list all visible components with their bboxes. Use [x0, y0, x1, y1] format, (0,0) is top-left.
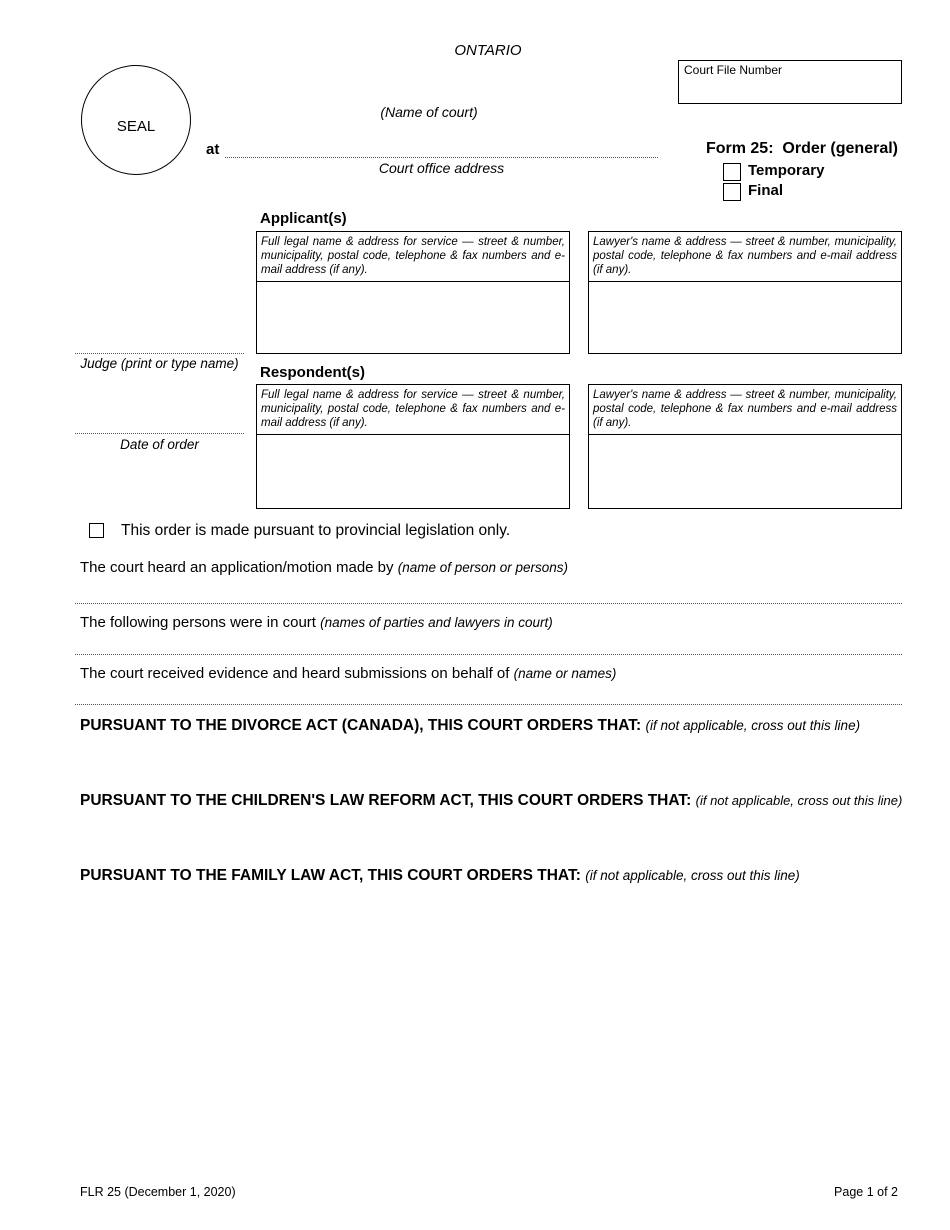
- respondent-party-box-label: Full legal name & address for service — street & number, municipality, postal code, telephone & fax numbers and e-mail address (if any).: [257, 385, 569, 435]
- provincial-only-checkbox[interactable]: [89, 523, 104, 538]
- applicant-party-box[interactable]: [256, 231, 570, 354]
- family-law-act-text: PURSUANT TO THE FAMILY LAW ACT, THIS COURT ORDERS THAT:: [80, 867, 586, 884]
- family-law-act-hint: (if not applicable, cross out this line): [585, 868, 800, 883]
- temporary-checkbox[interactable]: [723, 163, 741, 181]
- court-file-number-label: Court File Number: [684, 63, 783, 77]
- application-by-row: [80, 559, 568, 576]
- seal-circle: [81, 65, 191, 175]
- footer-form-id: FLR 25 (December 1, 2020): [80, 1185, 236, 1199]
- province-label: ONTARIO: [454, 42, 522, 59]
- final-checkbox[interactable]: [723, 183, 741, 201]
- court-office-address-line[interactable]: [225, 157, 658, 158]
- divorce-act-hint: (if not applicable, cross out this line): [645, 718, 861, 733]
- application-by-text: The court heard an application/motion made by: [80, 559, 398, 576]
- applicant-lawyer-box[interactable]: [588, 231, 902, 354]
- court-file-number-box[interactable]: [678, 60, 902, 104]
- provincial-only-label: This order is made pursuant to provincial legislation only.: [121, 522, 511, 539]
- date-of-order-line[interactable]: [75, 433, 244, 434]
- form-title: Form 25: Order (general): [705, 140, 898, 157]
- respondents-heading: Respondent(s): [260, 364, 365, 381]
- persons-in-court-row: [80, 614, 553, 631]
- applicant-party-box-label: Full legal name & address for service — street & number, municipality, postal code, telephone & fax numbers and e-mail address (if any).: [257, 232, 569, 282]
- judge-name-line[interactable]: [75, 353, 244, 354]
- persons-in-court-hint: (names of parties and lawyers in court): [320, 615, 553, 630]
- court-office-address-label: Court office address: [378, 160, 505, 176]
- submissions-row: [80, 665, 616, 682]
- submissions-line[interactable]: [75, 704, 902, 705]
- submissions-hint: (name or names): [513, 666, 617, 681]
- divorce-act-text: PURSUANT TO THE DIVORCE ACT (CANADA), THIS COURT ORDERS THAT:: [80, 717, 646, 734]
- childrens-law-reform-act-text: PURSUANT TO THE CHILDREN'S LAW REFORM ACT, THIS COURT ORDERS THAT:: [80, 792, 696, 809]
- at-label: at: [206, 141, 220, 158]
- final-label: Final: [748, 182, 784, 199]
- date-of-order-label: Date of order: [120, 437, 199, 452]
- childrens-law-reform-act-row: [80, 792, 902, 810]
- name-of-court-label: (Name of court): [380, 104, 478, 120]
- persons-in-court-text: The following persons were in court: [80, 614, 321, 631]
- respondent-party-box[interactable]: [256, 384, 570, 509]
- seal-label: SEAL: [116, 118, 156, 135]
- submissions-text: The court received evidence and heard submissions on behalf of: [80, 665, 514, 682]
- respondent-lawyer-box-label: Lawyer's name & address — street & number, municipality, postal code, telephone & fax numbers and e-mail address (if any).: [589, 385, 901, 435]
- respondent-lawyer-box[interactable]: [588, 384, 902, 509]
- childrens-law-reform-act-hint: (if not applicable, cross out this line): [695, 793, 903, 808]
- application-by-hint: (name of person or persons): [397, 560, 569, 575]
- divorce-act-row: [80, 717, 860, 735]
- applicant-lawyer-box-label: Lawyer's name & address — street & number, municipality, postal code, telephone & fax numbers and e-mail address (if any).: [589, 232, 901, 282]
- applicants-heading: Applicant(s): [260, 210, 347, 227]
- family-law-act-row: [80, 867, 800, 885]
- persons-in-court-line[interactable]: [75, 654, 902, 655]
- application-by-line[interactable]: [75, 603, 902, 604]
- footer-page-number: Page 1 of 2: [834, 1185, 898, 1199]
- temporary-label: Temporary: [748, 162, 825, 179]
- judge-label: Judge (print or type name): [80, 356, 239, 371]
